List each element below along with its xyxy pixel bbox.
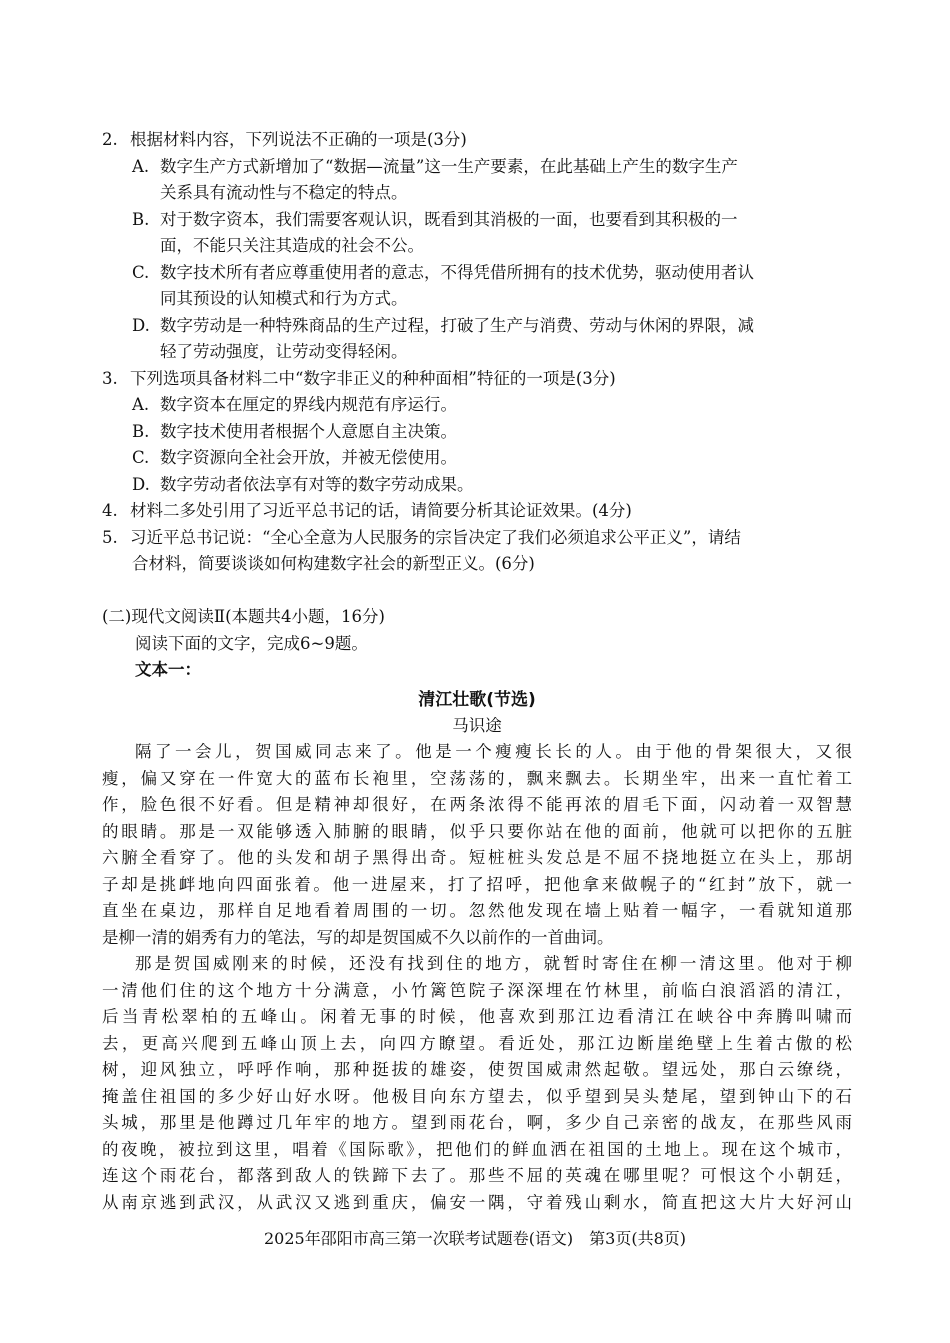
- questions-block: [102, 127, 852, 578]
- question-2-option-b-cont: 面，不能只关注其造成的社会不公。: [160, 236, 424, 255]
- question-4-stem: 4. 材料二多处引用了习近平总书记的话，请简要分析其论证效果。(4分): [102, 498, 852, 525]
- passage-title: 清江壮歌(节选): [418, 690, 536, 710]
- question-number: 3.: [102, 368, 118, 388]
- page-footer: 2025年邵阳市高三第一次联考试题卷(语文) 第3页(共8页): [263, 1229, 687, 1248]
- text-label: 文本一：: [135, 660, 201, 679]
- question-3-option-b: B. 数字技术使用者根据个人意愿自主决策。: [132, 421, 457, 441]
- question-number: 4.: [102, 501, 118, 520]
- question-2-option-c-cont: 同其预设的认知模式和行为方式。: [160, 289, 408, 308]
- question-3-option-a: A. 数字资本在厘定的界线内规范有序运行。: [132, 395, 457, 414]
- question-3-stem: 3. 下列选项具备材料二中“数字非正义的种种面相”特征的一项是(3分): [102, 366, 852, 393]
- question-2-option-a: A. 数字生产方式新增加了“数据—流量”这一生产要素，在此基础上产生的数字生产: [132, 156, 738, 176]
- question-2-option-d-cont: 轻了劳动强度，让劳动变得轻闲。: [160, 342, 408, 361]
- question-2-option-c: C. 数字技术所有者应尊重使用者的意志，不得凭借所拥有的技术优势，驱动使用者认: [132, 262, 754, 282]
- question-2-option-d: D. 数字劳动是一种特殊商品的生产过程，打破了生产与消费、劳动与休闲的界限，减: [132, 315, 754, 335]
- question-3-option-c: C. 数字资源向全社会开放，并被无偿使用。: [132, 448, 457, 467]
- section-heading: (二)现代文阅读Ⅱ(本题共4小题，16分): [102, 607, 385, 626]
- passage-author: 马识途: [452, 716, 502, 735]
- question-2-option-b: B. 对于数字资本，我们需要客观认识，既看到其消极的一面，也要看到其积极的一: [132, 209, 738, 229]
- question-5-stem: 5. 习近平总书记说：“全心全意为人民服务的宗旨决定了我们必须追求公平正义”，请结: [102, 525, 852, 552]
- question-5-stem-cont: 合材料，简要谈谈如何构建数字社会的新型正义。(6分): [132, 554, 535, 573]
- question-number: 2.: [102, 130, 118, 149]
- question-2-option-a-cont: 关系具有流动性与不稳定的特点。: [160, 183, 408, 202]
- question-3-option-d: D. 数字劳动者依法享有对等的数字劳动成果。: [132, 474, 474, 494]
- question-number: 5.: [102, 527, 118, 547]
- question-2-stem: 2. 根据材料内容，下列说法不正确的一项是(3分): [102, 127, 852, 154]
- paragraph-1: 隔了一会儿，贺国威同志来了。他是一个瘦瘦长长的人。由于他的骨架很大，又很 瘦，偏又穿在一件宽大的蓝布长袍里，空荡荡的，飘来飘去。长期坐牢，出来一直忙着工 作，脸色很不好看。但是精神却很好，在两条浓得不能再浓的眉毛下面，闪动着一双智慧 的眼睛。那是一双能够透入肺腑的眼睛，似乎只要你站在他的面前，他就可以把你的五脏 六腑全看穿了。他的头发和胡子黑得出奇。短桩桩头发总是不屈不挠地挺立在头上，那胡 子却是挑衅地向四面张着。他一进屋来，打了招呼，把他拿来做幌子的“红封”放下，就一 直坐在桌边，那样自足地看着周围的一切。忽然他发现在墙上贴着一幅字，一看就知道那 是柳一清的娟秀有力的笔法，写的却是贺国威不久以前作的一首曲词。: [102, 742, 852, 947]
- reading-passage: [102, 687, 852, 1216]
- section-2-header: [102, 604, 852, 684]
- paragraph-2: 那是贺国威刚来的时候，还没有找到住的地方，就暂时寄住在柳一清这里。他对于柳 一清他们住的这个地方十分满意，小竹篱笆院子深深埋在竹林里，前临白浪滔滔的清江， 后当青松翠柏的五峰山。闲着无事的时候，他喜欢到那江边看清江在峡谷中奔腾叫啸而 去，更高兴爬到五峰山顶上去，向四方瞭望。看近处，那江边断崖绝壁上生着古傲的松 树，迎风独立，呼呼作响，那种挺拔的雄姿，使贺国威肃然起敬。望远处，那白云缭绕， 掩盖住祖国的多少好山好水呀。他极目向东方望去，似乎望到吴头楚尾，望到钟山下的石 头城，那里是他蹲过几年牢的地方。望到雨花台，啊，多少自己亲密的战友，在那些风雨 的夜晚，被拉到这里，唱着《国际歌》，把他们的鲜血洒在祖国的土地上。现在这个城市， 连这个雨花台，都落到敌人的铁蹄下去了。那些不屈的英魂在哪里呢？可恨这个小朝廷， 从南京逃到武汉，从武汉又逃到重庆，偏安一隅，守着残山剩水，简直把这大片大好河山: [102, 954, 852, 1212]
- section-instruction: 阅读下面的文字，完成6~9题。: [135, 633, 368, 653]
